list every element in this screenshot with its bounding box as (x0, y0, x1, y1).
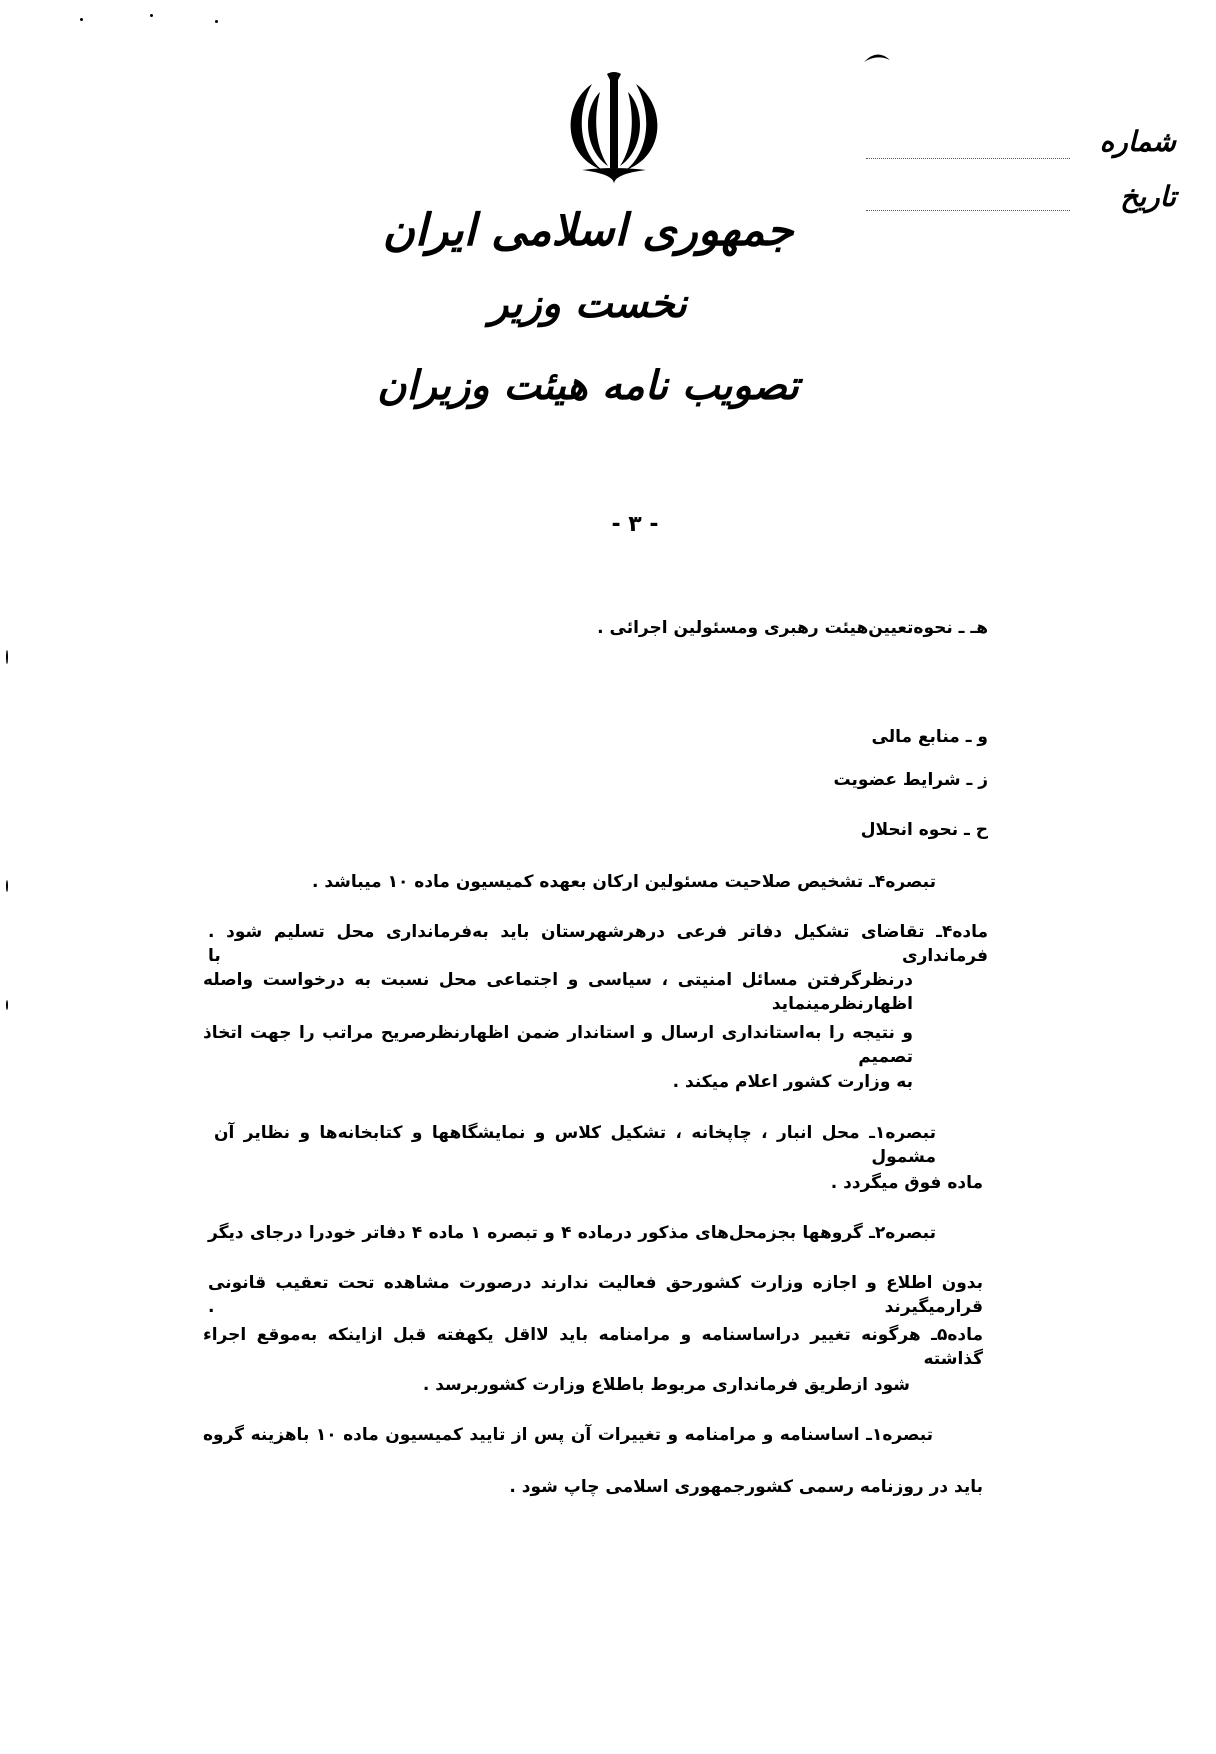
body-line: درنظرگرفتن مسائل امنیتی ، سیاسی و اجتماعی محل نسبت به درخواست واصله اظهارنظرمینماید (203, 970, 913, 1014)
scan-speck (215, 20, 218, 23)
number-label: شماره (1099, 125, 1176, 158)
scan-speck (6, 1000, 8, 1010)
header-cabinet-resolution: تصویب نامه هیئت وزیران (377, 362, 799, 409)
scan-speck (6, 650, 8, 664)
header-republic: جمهوری اسلامی ایران (382, 205, 794, 256)
body-line: تبصره۱ـ اساسنامه و مرامنامه و تغییرات آن پس از تایید کمیسیون ماده ۱۰ باهزینه گروه (203, 1425, 934, 1445)
body-line: تبصره۱ـ محل انبار ، چاپخانه ، تشکیل کلاس و نمایشگاهها و کتابخانه‌ها و نظایر آن مشمول (214, 1123, 936, 1167)
body-line: ماده فوق میگردد . (830, 1173, 983, 1193)
body-line: ماده۵ـ هرگونه تغییر دراساسنامه و مرامنامه باید لااقل یکهفته قبل ازاینکه به‌موقع اجراء گذاشته (203, 1325, 983, 1369)
body-line: به وزارت کشور اعلام میکند . (672, 1072, 913, 1092)
body-line: شود ازطریق فرمانداری مربوط باطلاع وزارت کشوربرسد . (422, 1375, 910, 1395)
body-line: و ـ منابع مالی (871, 727, 988, 747)
scan-speck (150, 14, 153, 17)
header-prime-minister: نخست وزیر (489, 280, 687, 327)
body-line: تبصره۴ـ تشخیص صلاحیت مسئولین ارکان بعهده کمیسیون ماده ۱۰ میباشد . (311, 872, 936, 892)
body-line: ح ـ نحوه انحلال (860, 820, 988, 840)
date-field (866, 210, 1070, 211)
body-line: ز ـ شرایط عضویت (833, 770, 988, 790)
body-line: و نتیجه را به‌استانداری ارسال و استاندار ضمن اظهارنظرصریح مراتب را جهت اتخاذ تصمیم (203, 1023, 913, 1067)
page-number: - ۳ - (611, 512, 659, 537)
body-line: ماده۴ـ تقاضای تشکیل دفاتر فرعی درهرشهرستان باید به‌فرمانداری محل تسلیم شود . فرمانداری با (208, 922, 988, 966)
date-label: تاریخ (1120, 180, 1176, 213)
number-field (866, 158, 1070, 159)
scan-speck (6, 880, 8, 892)
scan-speck (80, 18, 83, 21)
body-line: هـ ـ نحوه‌تعیین‌هیئت رهبری ومسئولین اجرائی . (597, 618, 988, 638)
emblem-icon (552, 70, 676, 186)
body-line: باید در روزنامه رسمی کشورجمهوری اسلامی چاپ شود . (509, 1477, 983, 1497)
body-line: بدون اطلاع و اجازه وزارت کشورحق فعالیت ندارند درصورت مشاهده تحت تعقیب قانونی قرارمیگیرند . (208, 1273, 983, 1317)
body-line: تبصره۲ـ گروهها بجزمحل‌های مذکور درماده ۴ و تبصره ۱ ماده ۴ دفاتر خودرا درجای دیگر (208, 1223, 936, 1243)
caret-mark (862, 50, 892, 64)
